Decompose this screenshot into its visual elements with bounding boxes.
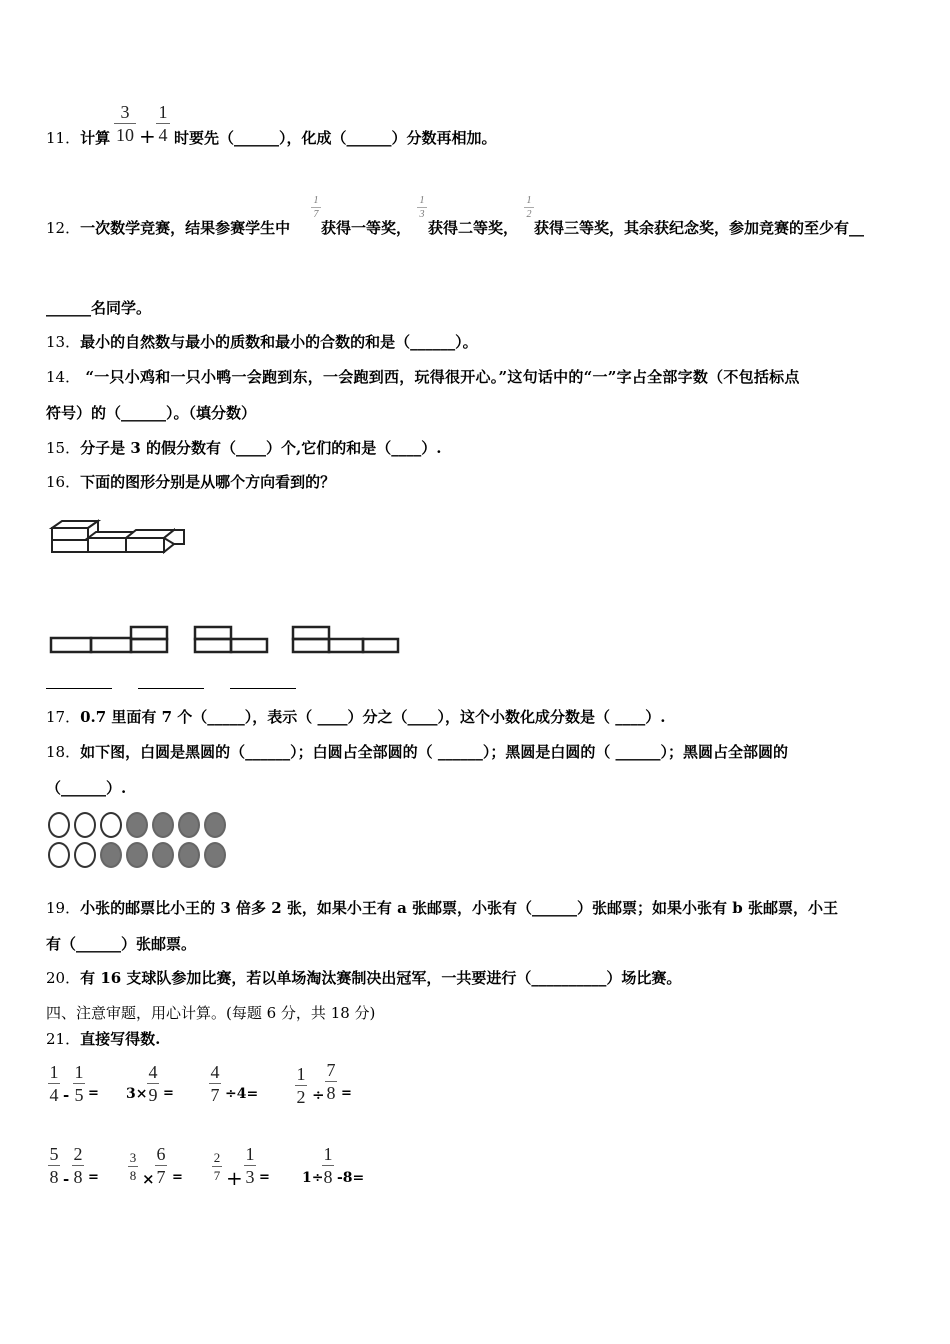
numerator: 1 [245,1144,255,1164]
operator: + [226,1166,243,1190]
question-number: 20． [46,969,81,987]
plus-sign: + [139,124,156,148]
denominator: 7 [213,1168,221,1183]
numerator: 2 [73,1144,83,1164]
operator: - [63,1086,70,1104]
black-circle [178,812,200,838]
denominator: 3 [419,209,425,220]
numerator: 1 [323,1144,333,1164]
numerator: 6 [156,1144,166,1164]
numerator: 4 [148,1062,158,1082]
question-number: 16． [46,473,81,491]
denominator: 8 [323,1167,333,1187]
numerator: 1 [313,195,319,206]
white-circle [74,812,96,838]
numerator: 2 [213,1150,221,1165]
fraction [155,1144,167,1187]
question-text: ______名同学。 [46,299,152,317]
operator: × [142,1170,155,1188]
question-text: 直接写得数. [80,1030,161,1048]
white-circle [100,812,122,838]
denominator: 8 [326,1083,336,1103]
fraction [73,1062,85,1105]
numerator: 7 [326,1060,336,1080]
fraction [524,195,534,220]
question-number: 15． [46,439,81,457]
question-12 [46,218,290,238]
black-circle [126,812,148,838]
question-text: 获得三等奖，其余获纪念奖，参加竞赛的至少有__ [534,219,865,237]
equals-sign: = [88,1170,99,1185]
black-circle [204,842,226,868]
fraction [212,1150,222,1183]
denominator: 5 [74,1085,84,1105]
numerator: 1 [526,195,532,206]
fraction [325,1060,337,1103]
question-number: 18． [46,743,81,761]
question-13 [46,332,478,352]
question-number: 19． [46,899,81,917]
operator: - [63,1170,70,1188]
equals-sign: = [163,1086,174,1101]
question-11 [46,128,110,148]
view-figure-2 [192,624,272,656]
denominator: 8 [73,1167,83,1187]
question-text: 最小的自然数与最小的质数和最小的合数的和是（______）。 [80,333,478,351]
operator: ÷ [312,1086,325,1104]
operator: 1÷ [302,1170,324,1186]
black-circle [152,842,174,868]
fraction [48,1144,60,1187]
white-circle [48,812,70,838]
denominator: 7 [210,1085,220,1105]
black-circle [152,812,174,838]
fraction [128,1150,138,1183]
fraction [417,195,427,220]
answer-blank[interactable] [46,688,112,689]
fraction [311,195,321,220]
numerator: 1 [296,1064,306,1084]
fraction [244,1144,256,1187]
numerator: 4 [210,1062,220,1082]
fraction [209,1062,221,1105]
question-text: 获得二等奖， [428,219,519,237]
equals-sign: = [259,1170,270,1185]
fraction [295,1064,307,1107]
question-text: 获得一等奖， [321,219,412,237]
denominator: 2 [526,209,532,220]
answer-blank[interactable] [230,688,296,689]
operator: -8= [337,1170,365,1186]
view-figure-3 [290,624,402,656]
question-20 [46,968,681,988]
denominator: 7 [156,1167,166,1187]
question-text: 小张的邮票比小王的 3 倍多 2 张，如果小王有 a 张邮票，小张有（______）张邮票；如果小张有 b 张邮票，小王 [80,899,838,917]
question-text: 有（______）张邮票。 [46,935,197,953]
numerator: 1 [419,195,425,206]
question-number: 13． [46,333,81,351]
black-circle [100,842,122,868]
equals-sign: = [88,1086,99,1101]
numerator: 1 [158,102,168,122]
answer-blank[interactable] [138,688,204,689]
numerator: 3 [120,102,130,122]
fraction [72,1144,84,1187]
numerator: 5 [49,1144,59,1164]
denominator: 8 [49,1167,59,1187]
cube-stack-figure [48,518,188,556]
white-circle [48,842,70,868]
question-number: 21． [46,1030,81,1048]
denominator: 3 [245,1167,255,1187]
fraction [48,1062,60,1105]
question-21 [46,1029,160,1049]
question-number: 14． [46,368,81,386]
question-15 [46,438,441,458]
operator: 3× [126,1086,148,1102]
question-16 [46,472,335,492]
question-17 [46,707,665,727]
numerator: 1 [74,1062,84,1082]
denominator: 9 [148,1085,158,1105]
denominator: 10 [116,125,134,145]
question-text: 一次数学竞赛，结果参赛学生中 [80,219,291,237]
denominator: 4 [158,125,168,145]
numerator: 3 [129,1150,137,1165]
question-text: 0.7 里面有 7 个（_____），表示（ ____）分之（____），这个小数化成分数是（ ____）. [80,708,666,726]
fraction [322,1144,334,1187]
operator: ÷4= [225,1086,259,1102]
equals-sign: = [172,1170,183,1185]
question-text: 分子是 3 的假分数有（____）个,它们的和是（____）. [80,439,442,457]
question-text: 符号）的（______）。（填分数） [46,404,257,422]
question-text: （______）. [46,779,127,797]
denominator: 7 [313,209,319,220]
view-figure-1 [48,624,172,656]
question-number: 12． [46,219,81,237]
question-number: 11． [46,129,81,147]
fraction [114,102,136,145]
section-heading: 四、注意审题，用心计算。(每题 6 分，共 18 分) [46,1004,376,1022]
black-circle [204,812,226,838]
question-19 [46,898,838,918]
question-text: 时要先（______），化成（______）分数再相加。 [174,129,497,147]
black-circle [126,842,148,868]
question-text: 下面的图形分别是从哪个方向看到的？ [80,473,336,491]
question-text: 有 16 支球队参加比赛，若以单场淘汰赛制决出冠军，一共要进行（__________）场比赛。 [80,969,682,987]
question-14 [46,367,800,387]
question-text: “一只小鸡和一只小鸭一会跑到东，一会跑到西，玩得很开心。”这句话中的“一”字占全部字数（不包括标点 [85,368,800,386]
question-number: 17． [46,708,81,726]
denominator: 2 [296,1087,306,1107]
fraction [156,102,170,145]
denominator: 4 [49,1085,59,1105]
fraction [147,1062,159,1105]
denominator: 8 [129,1168,137,1183]
black-circle [178,842,200,868]
equals-sign: = [341,1086,352,1101]
question-text: 计算 [80,129,111,147]
question-text: 如下图，白圆是黑圆的（______）；白圆占全部圆的（ ______）；黑圆是白圆的（ ______）；黑圆占全部圆的 [80,743,789,761]
numerator: 1 [49,1062,59,1082]
white-circle [74,842,96,868]
question-18 [46,742,788,762]
